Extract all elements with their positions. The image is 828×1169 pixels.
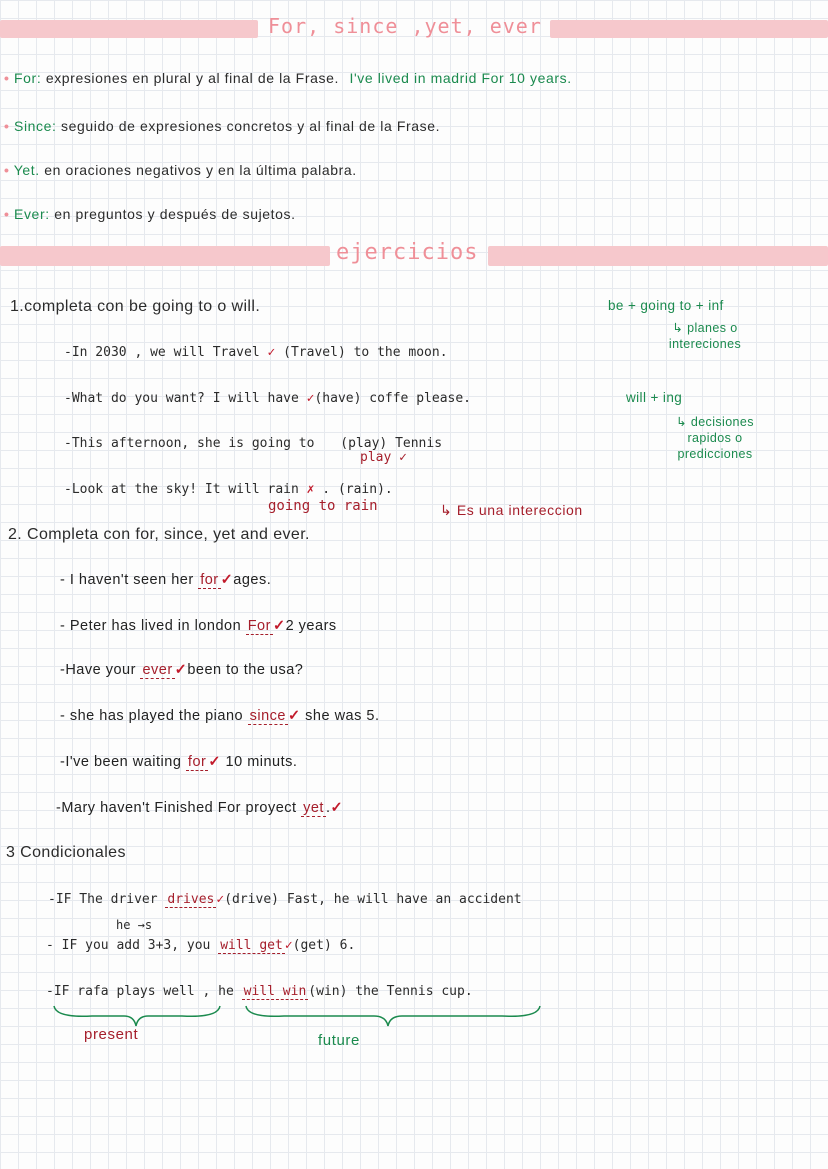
side-note-will-use: ↳ decisiones rapidos o predicciones — [676, 415, 754, 461]
exercise2-heading: 2. Completa con for, since, yet and ever. — [8, 526, 310, 543]
rule-for: • For: expresiones en plural y al final de la Frase. I've lived in madrid For 10 years. — [4, 70, 572, 86]
rule-for-example: I've lived in madrid For 10 years. — [349, 70, 572, 86]
exercise3-note-he: he →s — [116, 918, 153, 932]
rule-since: • Since: seguido de expresiones concretos y al final de la Frase. — [4, 118, 441, 134]
exercise2-item-6: -Mary haven't Finished For proyect yet .✓ — [56, 800, 344, 816]
exercise1-item-1: -In 2030 , we will Travel ✓ (Travel) to the moon. — [64, 345, 448, 360]
exercise1-item-4: -Look at the sky! It will rain ✗ . (rain). — [64, 482, 393, 497]
present-brace — [52, 1004, 222, 1028]
side-note-will: will + ing — [626, 390, 683, 405]
future-brace — [244, 1004, 544, 1028]
label-future: future — [318, 1032, 360, 1049]
exercise1-correction: going to rain — [268, 498, 378, 514]
title-bar-right — [550, 20, 828, 38]
exercise2-item-2: - Peter has lived in london For ✓2 years — [60, 618, 337, 634]
side-note-going-to: be + going to + inf — [608, 298, 724, 313]
exercise1-item-3-answer: play ✓ — [360, 450, 407, 465]
exercise2-item-1: - I haven't seen her for ✓ages. — [60, 572, 272, 588]
rule-yet: • Yet. en oraciones negativos y en la última palabra. — [4, 162, 357, 178]
title-bar-left — [0, 20, 258, 38]
exercise1-item-2: -What do you want? I will have ✓(have) coffe please. — [64, 391, 472, 406]
label-present: present — [84, 1026, 139, 1043]
section-bar-left — [0, 246, 330, 266]
exercise1-item-3: -This afternoon, she is going to (play) Tennis — [64, 436, 443, 451]
exercise1-heading: 1.completa con be going to o will. — [10, 298, 261, 315]
section-bar-right — [488, 246, 828, 266]
side-note-going-to-use: ↳ planes o intereciones — [668, 321, 742, 351]
exercise3-heading: 3 Condicionales — [6, 844, 126, 861]
exercise2-item-3: -Have your ever ✓been to the usa? — [60, 662, 304, 678]
exercise1-note: ↳ Es una intereccion — [440, 502, 583, 518]
section-title: ejercicios — [336, 240, 479, 265]
rule-ever: • Ever: en preguntos y después de sujetos. — [4, 206, 296, 222]
exercise2-item-4: - she has played the piano since ✓ she was 5. — [60, 708, 380, 724]
exercise2-item-5: -I've been waiting for ✓ 10 minuts. — [60, 754, 298, 770]
page-title: For, since ,yet, ever — [268, 14, 542, 38]
exercise3-item-3: -IF rafa plays well , he will win (win) the Tennis cup. — [46, 984, 473, 999]
exercise3-item-1: -IF The driver drives ✓(drive) Fast, he will have an accident — [48, 892, 522, 907]
exercise3-item-2: - IF you add 3+3, you will get ✓(get) 6. — [46, 938, 356, 953]
